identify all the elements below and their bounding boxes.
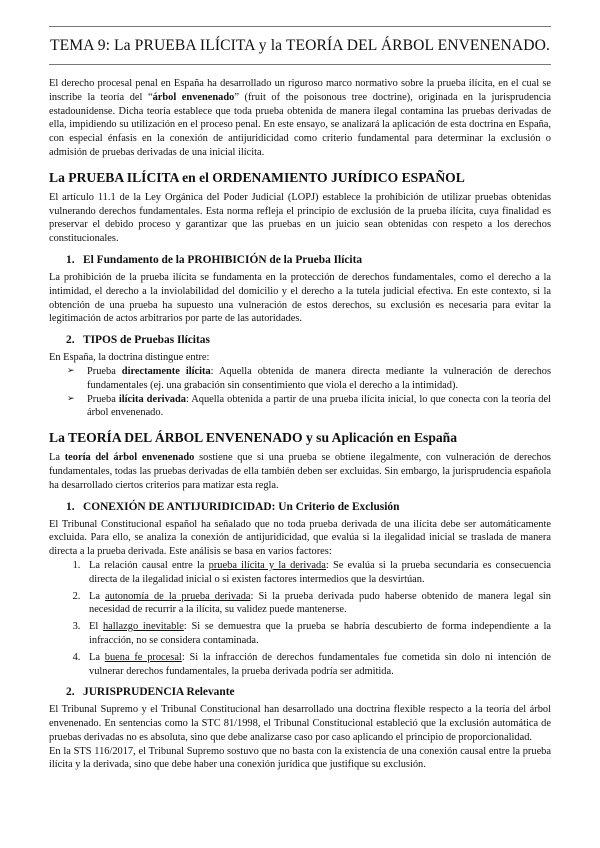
section-heading-arbol-envenenado: La TEORÍA DEL ÁRBOL ENVENENADO y su Aplicación en España xyxy=(49,430,458,446)
intro-paragraph: El derecho procesal penal en España ha desarrollado un riguroso marco normativo sobre la prueba ilícita, en el cual se inscribe la teoría del “árbol envenenado” (fruit of the poisonous tree doctrine), originada en la jurisprudencia estadounidense. Dicha teoría establece que toda prueba obtenida de manera ilegal contamina las pruebas derivadas de ella, impidiendo su utilización en el proceso penal. En este ensayo, se analizará la aplicación de esta doctrina en España, con especial énfasis en la conexión de antijuridicidad como criterio fundamental para determinar la exclusión o admisión de pruebas derivadas de una inicial ilícita. xyxy=(49,78,551,158)
subheading-fundamento: 1. El Fundamento de la PROHIBICIÓN de la Prueba Ilícita xyxy=(66,253,363,266)
list-item: 3. El hallazgo inevitable: Si se demuestra que la prueba se habría descubierto de forma independiente a la infracción, no se considera contaminada. xyxy=(83,620,551,648)
list-item: 1. La relación causal entre la prueba ilícita y la derivada: Se evalúa si la prueba secundaria es consecuencia directa de la ilegalidad inicial o si existen factores intermedios que la desvirtúan. xyxy=(83,559,551,587)
conexion-paragraph: El Tribunal Constitucional español ha señalado que no toda prueba derivada de una ilícita debe ser automáticamente excluida. Para ello, se analiza la conexión de antijuridicidad, que evalúa si la ilegalidad inicial se traslada de manera directa a la prueba derivada. Este análisis se basa en varios factores: xyxy=(49,518,551,558)
arrow-bullet-icon: ➢ xyxy=(67,393,75,404)
subheading-jurisprudencia: 2. JURISPRUDENCIA Relevante xyxy=(66,686,235,699)
list-item: 4. La buena fe procesal: Si la infracción de derechos fundamentales fue cometida sin dolo ni intención de vulnerar derechos fundamentales, la prueba derivada podría ser admitida. xyxy=(83,651,551,679)
jurisprudencia-paragraph-1: El Tribunal Supremo y el Tribunal Constitucional han desarrollado una doctrina flexible respecto a la teoría del árbol envenenado. En sentencias como la STC 81/1998, el Tribunal Constitucional estableció que la exclusión automática de pruebas derivadas no es absoluta, sino que debe analizarse caso por caso aplicando el principio de proporcionalidad. xyxy=(49,704,551,743)
top-rule xyxy=(49,26,551,27)
subheading-tipos: 2. TIPOS de Pruebas Ilícitas xyxy=(66,334,210,347)
factors-list xyxy=(49,559,551,678)
fundamento-paragraph: La prohibición de la prueba ilícita se fundamenta en la protección de derechos fundamentales, como el derecho a la intimidad, el derecho a la inviolabilidad del domicilio y el derecho a la tutela judicial efectiva. En este contexto, si la obtención de una prueba ha supuesto una vulneración de estos derechos, su exclusión es necesaria para evitar la legitimación de actos arbitrarios por parte de las autoridades. xyxy=(49,271,551,325)
section2-paragraph: La teoría del árbol envenenado sostiene que si una prueba se obtiene ilegalmente, con vulneración de derechos fundamentales, todas las pruebas derivadas de ella también deben ser excluidas. Sin embargo, la jurisprudencia española ha desarrollado ciertos criterios para matizar esta regla. xyxy=(49,452,551,491)
section1-paragraph: El artículo 11.1 de la Ley Orgánica del Poder Judicial (LOPJ) establece la prohibición de utilizar pruebas obtenidas vulnerando derechos fundamentales. Esta norma refleja el principio de exclusión de la prueba ilícita, cuya finalidad es preservar el debido proceso y garantizar que las pruebas en un juicio sean obtenidas con respeto a los derechos constitucionales. xyxy=(49,191,551,245)
page-title: TEMA 9: La PRUEBA ILÍCITA y la TEORÍA DEL ÁRBOL ENVENENADO. xyxy=(49,37,550,54)
tipos-lead: En España, la doctrina distingue entre: xyxy=(49,352,210,364)
list-item: ➢ Prueba ilícita derivada: Aquella obtenida a partir de una prueba ilícita inicial, lo que conecta con la teoría del árbol envenenado. xyxy=(67,393,552,419)
list-item: 2. La autonomía de la prueba derivada: Si la prueba derivada pudo haberse obtenido de manera legal sin necesidad de recurrir a la ilícita, su validez puede mantenerse. xyxy=(83,590,551,618)
jurisprudencia-paragraph-2: En la STS 116/2017, el Tribunal Supremo sostuvo que no basta con la existencia de una conexión causal entre la prueba ilícita y la derivada, sino que debe haber una conexión jurídica que justifique su exclusión. xyxy=(49,745,551,771)
list-item: ➢ Prueba directamente ilícita: Aquella obtenida de manera directa mediante la vulneración de derechos fundamentales (ej. una grabación sin consentimiento que viola el derecho a la intimidad). xyxy=(67,365,552,391)
title-bottom-rule xyxy=(49,64,551,65)
arrow-bullet-icon: ➢ xyxy=(67,365,75,376)
intro-bold-term: árbol envenenado xyxy=(152,91,235,103)
section-heading-prueba-ilicita: La PRUEBA ILÍCITA en el ORDENAMIENTO JURÍDICO ESPAÑOL xyxy=(49,169,465,185)
tipos-list xyxy=(49,365,551,420)
subheading-conexion: 1. CONEXIÓN DE ANTIJURIDICIDAD: Un Criterio de Exclusión xyxy=(66,500,400,513)
